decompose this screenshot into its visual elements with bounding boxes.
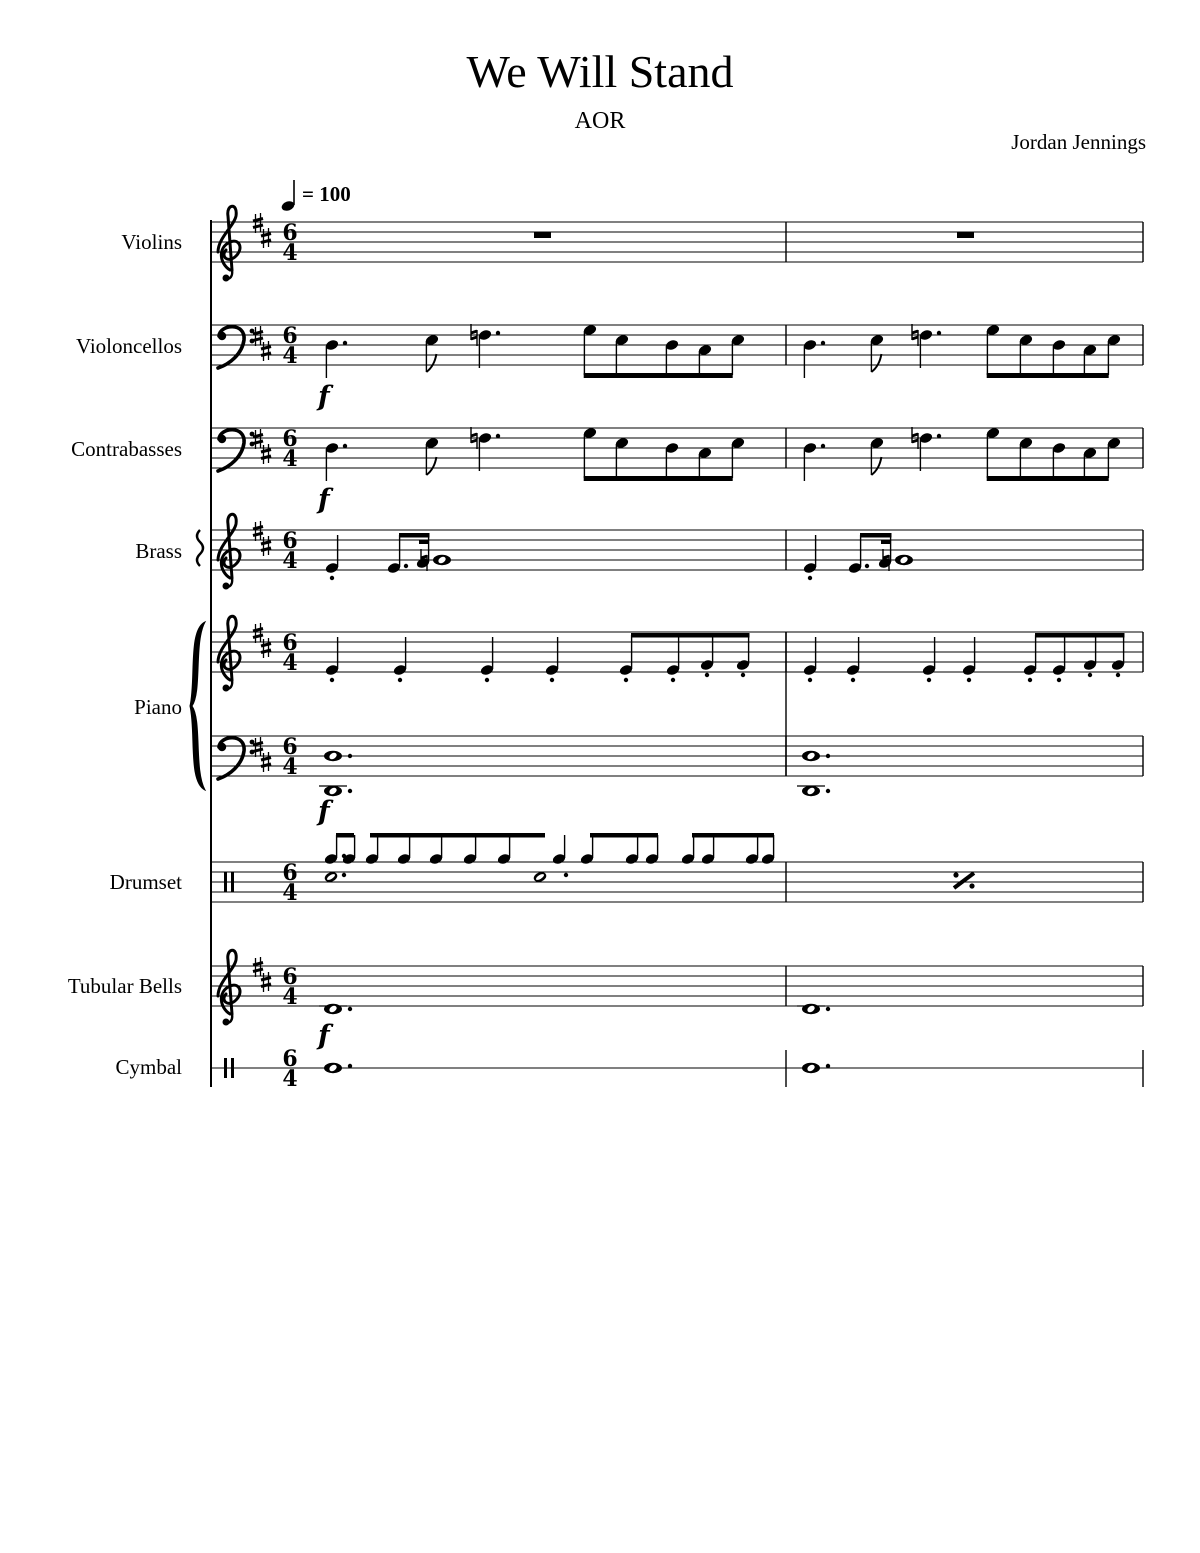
sharp-icon bbox=[261, 752, 271, 772]
time-signature-bottom: 4 bbox=[282, 650, 298, 676]
dot bbox=[348, 754, 352, 758]
flag bbox=[871, 354, 881, 372]
time-signature-bottom: 4 bbox=[282, 984, 298, 1010]
staccato-dot bbox=[1028, 678, 1032, 682]
beam bbox=[987, 476, 1109, 481]
sharp-icon bbox=[261, 228, 271, 248]
bass-clef-icon bbox=[218, 430, 255, 471]
composer-name: Jordan Jennings bbox=[1011, 130, 1146, 154]
beam bbox=[399, 533, 430, 538]
whole-note bbox=[802, 1063, 820, 1073]
staff-piano-treble bbox=[211, 616, 1143, 691]
instrument-label-brass: Brass bbox=[135, 539, 182, 563]
time-signature-bottom: 4 bbox=[282, 240, 298, 266]
time-signature-top: 6 bbox=[282, 426, 298, 452]
tempo-marking: = 100 bbox=[302, 182, 351, 206]
time-signature-bottom: 4 bbox=[282, 446, 298, 472]
whole-note bbox=[802, 751, 820, 761]
staff-tubular-bells bbox=[211, 950, 1143, 1025]
staccato-dot bbox=[851, 678, 855, 682]
whole-note bbox=[324, 1063, 342, 1073]
measure-repeat-dot bbox=[953, 872, 958, 877]
time-signature-bottom: 4 bbox=[282, 1066, 298, 1092]
sharp-icon bbox=[261, 638, 271, 658]
staff-violoncellos bbox=[211, 323, 1143, 378]
score-subtitle: AOR bbox=[574, 108, 626, 134]
staccato-dot bbox=[1088, 673, 1092, 677]
beam bbox=[987, 373, 1109, 378]
instrument-label-piano: Piano bbox=[134, 695, 182, 719]
sharp-icon bbox=[261, 972, 271, 992]
flag bbox=[426, 354, 436, 372]
dot bbox=[348, 789, 352, 793]
brass-bracket bbox=[197, 530, 203, 566]
sharp-icon bbox=[261, 444, 271, 464]
flag bbox=[426, 457, 436, 475]
treble-clef-icon bbox=[218, 950, 240, 1025]
staccato-dot bbox=[1057, 678, 1061, 682]
beam bbox=[1035, 633, 1125, 638]
sharp-icon bbox=[253, 957, 263, 977]
sharp-icon bbox=[261, 341, 271, 361]
staff-drumset bbox=[211, 833, 1143, 906]
beam bbox=[584, 476, 733, 481]
dot bbox=[937, 434, 941, 438]
time-signature-bottom: 4 bbox=[282, 754, 298, 780]
beam bbox=[860, 533, 892, 538]
staccato-dot bbox=[671, 678, 675, 682]
whole-note bbox=[802, 1004, 820, 1014]
instrument-label-cymbal: Cymbal bbox=[115, 1055, 182, 1079]
dot bbox=[821, 444, 825, 448]
score-title: We Will Stand bbox=[466, 46, 734, 97]
whole-rest-icon bbox=[957, 232, 974, 238]
staff-violins bbox=[211, 206, 1143, 281]
time-signature-top: 6 bbox=[282, 1046, 298, 1072]
staff-contrabasses bbox=[211, 426, 1143, 481]
piano-brace bbox=[190, 622, 205, 790]
staccato-dot bbox=[398, 678, 402, 682]
flag bbox=[871, 457, 881, 475]
dot bbox=[342, 854, 346, 858]
dot bbox=[826, 754, 830, 758]
dot bbox=[343, 444, 347, 448]
dynamic-tubular-bells: f bbox=[318, 1020, 330, 1051]
whole-note bbox=[324, 1004, 342, 1014]
instrument-label-violins: Violins bbox=[121, 230, 182, 254]
whole-note bbox=[324, 786, 342, 796]
bass-clef-icon bbox=[218, 327, 255, 368]
instrument-label-tubular-bells: Tubular Bells bbox=[67, 974, 182, 998]
treble-clef-icon bbox=[218, 514, 240, 589]
sharp-icon bbox=[253, 737, 263, 757]
sharp-icon bbox=[261, 536, 271, 556]
dot bbox=[826, 1007, 830, 1011]
staccato-dot bbox=[330, 576, 334, 580]
staccato-dot bbox=[485, 678, 489, 682]
whole-note bbox=[802, 786, 820, 796]
measure-repeat-dot bbox=[969, 883, 974, 888]
whole-note bbox=[895, 555, 913, 565]
dot bbox=[348, 1064, 352, 1068]
staccato-dot bbox=[927, 678, 931, 682]
staccato-dot bbox=[624, 678, 628, 682]
time-signature-top: 6 bbox=[282, 220, 298, 246]
time-signature-top: 6 bbox=[282, 630, 298, 656]
dot bbox=[348, 1007, 352, 1011]
staccato-dot bbox=[967, 678, 971, 682]
beam bbox=[419, 540, 429, 544]
whole-rest-icon bbox=[534, 232, 551, 238]
dot bbox=[496, 434, 500, 438]
instrument-label-violoncellos: Violoncellos bbox=[75, 334, 182, 358]
dot bbox=[821, 341, 825, 345]
staff-cymbal bbox=[211, 1046, 1143, 1092]
staccato-dot bbox=[1116, 673, 1120, 677]
time-signature-top: 6 bbox=[282, 734, 298, 760]
bass-clef-icon bbox=[218, 738, 255, 779]
sharp-icon bbox=[253, 521, 263, 541]
beam bbox=[336, 833, 354, 838]
staccato-dot bbox=[808, 576, 812, 580]
time-signature-bottom: 4 bbox=[282, 343, 298, 369]
treble-clef-icon bbox=[218, 616, 240, 691]
time-signature-top: 6 bbox=[282, 323, 298, 349]
dynamic-violoncellos: f bbox=[318, 381, 330, 412]
time-signature-bottom: 4 bbox=[282, 548, 298, 574]
time-signature-top: 6 bbox=[282, 964, 298, 990]
dynamic-contrabasses: f bbox=[318, 484, 330, 515]
beam bbox=[370, 833, 545, 838]
staccato-dot bbox=[808, 678, 812, 682]
time-signature-top: 6 bbox=[282, 528, 298, 554]
staff-piano-bass bbox=[211, 632, 1143, 796]
sharp-icon bbox=[253, 326, 263, 346]
time-signature-bottom: 4 bbox=[282, 880, 298, 906]
beam bbox=[692, 833, 774, 838]
dot bbox=[404, 564, 408, 568]
staccato-dot bbox=[705, 673, 709, 677]
instrument-label-drumset: Drumset bbox=[109, 870, 182, 894]
whole-note bbox=[433, 555, 451, 565]
sharp-icon bbox=[253, 623, 263, 643]
staccato-dot bbox=[330, 678, 334, 682]
dot bbox=[826, 1064, 830, 1068]
dot bbox=[343, 341, 347, 345]
beam bbox=[881, 540, 891, 544]
staccato-dot bbox=[741, 673, 745, 677]
sharp-icon bbox=[253, 213, 263, 233]
dot bbox=[564, 873, 568, 877]
beam bbox=[584, 373, 733, 378]
staff-brass bbox=[211, 514, 1143, 589]
treble-clef-icon bbox=[218, 206, 240, 281]
dot bbox=[496, 331, 500, 335]
instrument-label-contrabasses: Contrabasses bbox=[71, 437, 182, 461]
beam bbox=[590, 833, 658, 838]
staccato-dot bbox=[550, 678, 554, 682]
time-signature-top: 6 bbox=[282, 860, 298, 886]
dynamic-piano: f bbox=[318, 796, 330, 827]
dot bbox=[342, 873, 346, 877]
dot bbox=[937, 331, 941, 335]
dot bbox=[826, 789, 830, 793]
dot bbox=[865, 564, 869, 568]
beam bbox=[631, 633, 750, 638]
whole-note bbox=[324, 751, 342, 761]
sharp-icon bbox=[253, 429, 263, 449]
